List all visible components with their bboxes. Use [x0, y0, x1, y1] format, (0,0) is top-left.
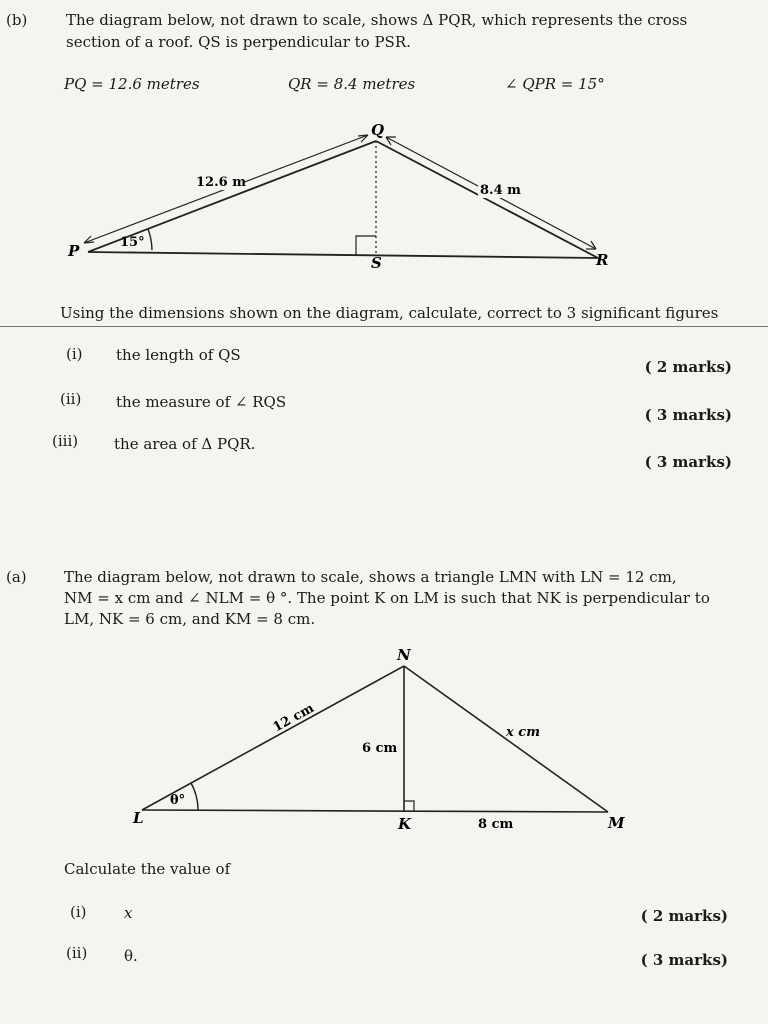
b-item-1-marks: ( 2 marks)	[644, 358, 732, 376]
side-qr-label: 8.4 m	[480, 183, 521, 198]
b-item-2-text: the measure of ∠ RQS	[116, 393, 287, 411]
b-item-2-num: (ii)	[60, 390, 82, 408]
vertex-m: M	[608, 814, 625, 832]
vertex-q: Q	[371, 121, 385, 139]
roof-triangle-diagram	[0, 115, 768, 275]
side-ln	[142, 666, 404, 810]
vertex-p: P	[68, 242, 80, 260]
divider-line	[0, 326, 768, 327]
given-pq: PQ = 12.6 metres	[64, 75, 200, 93]
side-lm-base	[142, 810, 608, 812]
b-item-1-text: the length of QS	[116, 346, 241, 364]
side-nk-label: 6 cm	[362, 741, 398, 756]
a-item-1-text: x	[124, 904, 133, 922]
given-angle-qpr: ∠ QPR = 15°	[505, 75, 605, 93]
angle-p-label: 15°	[120, 235, 145, 250]
angle-l-label: θ°	[170, 793, 186, 808]
vertex-s: S	[371, 254, 382, 272]
angle-arc-l	[191, 783, 198, 810]
vertex-k: K	[398, 815, 412, 833]
section-a-instruction: Calculate the value of	[64, 860, 231, 878]
section-a-label: (a)	[6, 568, 27, 586]
a-item-1-marks: ( 2 marks)	[640, 907, 728, 925]
vertex-l: L	[133, 809, 144, 827]
section-a-intro-line2: NM = x cm and ∠ NLM = θ °. The point K on LM is such that NK is perpendicular to	[64, 589, 710, 607]
angle-arc-p	[148, 229, 152, 250]
section-a-intro-line3: LM, NK = 6 cm, and KM = 8 cm.	[64, 610, 316, 628]
side-ln-label: 12 cm	[270, 700, 317, 736]
a-item-2-num: (ii)	[66, 944, 88, 962]
section-b-intro-line2: section of a roof. QS is perpendicular to PSR.	[66, 33, 411, 51]
side-km-label: 8 cm	[478, 817, 514, 832]
b-item-2-marks: ( 3 marks)	[644, 406, 732, 424]
b-item-1-num: (i)	[66, 345, 83, 363]
vertex-n: N	[397, 646, 411, 664]
right-angle-mark-s	[356, 236, 376, 256]
side-pq-label: 12.6 m	[196, 175, 246, 190]
section-b-label: (b)	[6, 11, 28, 29]
triangle-lmn-diagram	[0, 640, 768, 840]
section-b-instruction: Using the dimensions shown on the diagram, calculate, correct to 3 significant figures	[60, 304, 719, 322]
section-a-intro-line1: The diagram below, not drawn to scale, shows a triangle LMN with LN = 12 cm,	[64, 568, 677, 586]
given-qr: QR = 8.4 metres	[288, 75, 416, 93]
b-item-3-marks: ( 3 marks)	[644, 453, 732, 471]
b-item-3-num: (iii)	[52, 432, 79, 450]
right-angle-mark-k	[404, 801, 414, 811]
side-nm-label: x cm	[506, 725, 540, 740]
section-b-intro-line1: The diagram below, not drawn to scale, shows Δ PQR, which represents the cross	[66, 11, 688, 29]
a-item-2-text: θ.	[124, 947, 138, 965]
side-pr-base	[88, 252, 598, 258]
vertex-r: R	[596, 251, 609, 269]
b-item-3-text: the area of Δ PQR.	[114, 435, 256, 453]
a-item-2-marks: ( 3 marks)	[640, 951, 728, 969]
side-qr	[376, 141, 598, 258]
a-item-1-num: (i)	[70, 903, 87, 921]
